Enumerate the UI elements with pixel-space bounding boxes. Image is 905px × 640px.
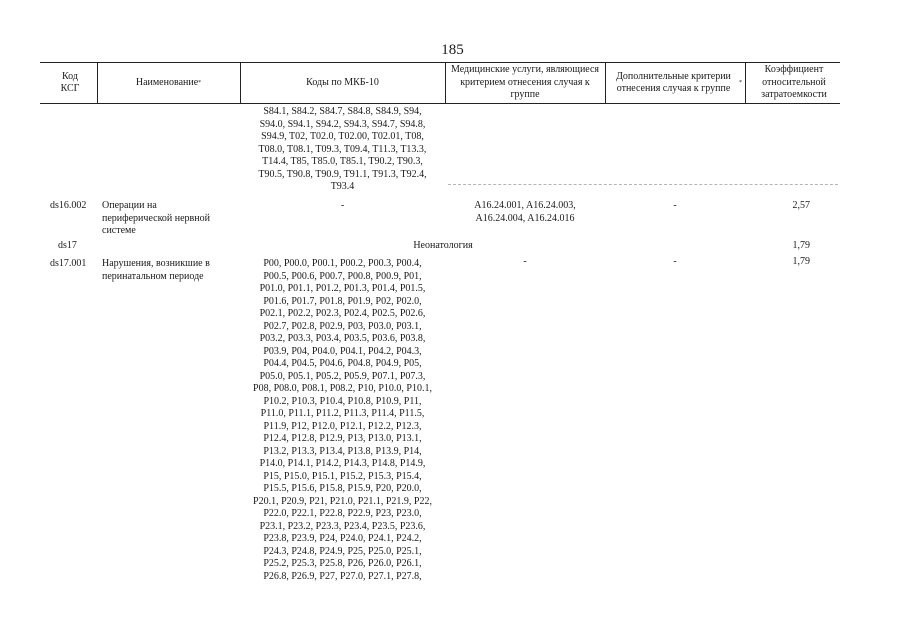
header-coefficient: Коэффициент относительной затратоемкости xyxy=(761,64,827,101)
footnote-mark: * xyxy=(739,79,742,86)
column-divider xyxy=(240,62,241,104)
table-row-additional: - xyxy=(673,256,677,267)
section-code: ds17 xyxy=(58,240,77,251)
table-row-additional: - xyxy=(673,200,677,211)
header-services: Медицинские услуги, являющиеся критерием отнесения случая к группе xyxy=(450,64,600,101)
header-code: Код КСГ xyxy=(60,70,80,94)
column-divider xyxy=(445,62,446,104)
table-top-rule xyxy=(40,62,840,63)
table-row-name: Нарушения, возникшие в перинатальном периоде xyxy=(102,258,210,282)
table-header-rule xyxy=(40,103,840,104)
header-name: Наименование * xyxy=(135,76,202,88)
table-row-icd-codes: - xyxy=(340,200,345,211)
section-coefficient: 1,79 xyxy=(792,240,810,251)
table-row-icd-codes: P00, P00.0, P00.1, P00.2, P00.3, P00.4, P00.5, P00.6, P00.7, P00.8, P00.9, P01, P01.0, P01.1, P01.2, P01.3, P01.4, P01.5, P01.6, P01.7, P01.8, P01.9, P02, P02.0, P02.1, P02.2, P02.3, P02.4, P02.5, P02.6, P02.7, P02.8, P02.9, P03, P03.0, P03.1, P03.2, P03.3, P03.4, P03.5, P03.6, P03.8, P03.9, P04, P04.0, P04.1, P04.2, P04.3, P04.4, P04.5, P04.6, P04.8, P04.9, P05, P05.0, P05.1, P05.2, P05.9, P07.1, P07.3, P08, P08.0, P08.1, P08.2, P10, P10.0, P10.1, P10.2, P10.3, P10.4, P10.8, P10.9, P11, P11.0, P11.1, P11.2, P11.3, P11.4, P11.5, P11.9, P12, P12.0, P12.1, P12.2, P12.3, P12.4, P12.8, P12.9, P13, P13.0, P13.1, P13.2, P13.3, P13.4, P13.8, P13.9, P14, P14.0, P14.1, P14.2, P14.3, P14.8, P14.9, P15, P15.0, P15.1, P15.2, P15.3, P15.4, P15.5, P15.6, P15.8, P15.9, P20, P20.0, P20.1, P20.9, P21, P21.0, P21.1, P21.9, P22, P22.0, P22.1, P22.8, P22.9, P23, P23.0, P23.1, P23.2, P23.3, P23.4, P23.5, P23.6, P23.8, P23.9, P24, P24.0, P24.1, P24.2, P24.3, P24.8, P24.9, P25, P25.0, P25.1, P25.2, P25.3, P25.8, P26, P26.0, P26.1, P26.8, P26.9, P27, P27.0, P27.1, P27.8, xyxy=(253,258,432,582)
column-divider xyxy=(745,62,746,104)
table-row-services: A16.24.001, A16.24.003, A16.24.004, A16.24.016 xyxy=(474,200,576,224)
section-title: Неонатология xyxy=(413,240,473,251)
table-row-code: ds17.001 xyxy=(50,258,87,269)
page-number: 185 xyxy=(441,42,464,58)
table-row-name: Операции на периферической нервной системе xyxy=(102,200,210,236)
table-row-icd-codes: S84.1, S84.2, S84.7, S84.8, S84.9, S94, S94.0, S94.1, S94.2, S94.3, S94.7, S94.8, S94.9, T02, T02.0, T02.00, T02.01, T08, T08.0, T08.1, T09.3, T09.4, T11.3, T13.3, T14.4, T85, T85.0, T85.1, T90.2, T90.3, T90.5, T90.8, T90.9, T91.1, T91.3, T92.4, T93.4 xyxy=(258,106,427,192)
table-row-code: ds16.002 xyxy=(50,200,87,211)
table-row-coefficient: 1,79 xyxy=(792,256,810,267)
column-divider xyxy=(605,62,606,104)
table-row-services: - xyxy=(523,256,527,267)
table-row-coefficient: 2,57 xyxy=(792,200,810,211)
header-additional: Дополнительные критерии отнесения случая к группе * xyxy=(616,70,742,94)
column-divider xyxy=(97,62,98,104)
header-icd: Коды по МКБ-10 xyxy=(306,76,379,88)
scan-artifact-line xyxy=(448,184,838,186)
footnote-mark: * xyxy=(198,79,202,86)
